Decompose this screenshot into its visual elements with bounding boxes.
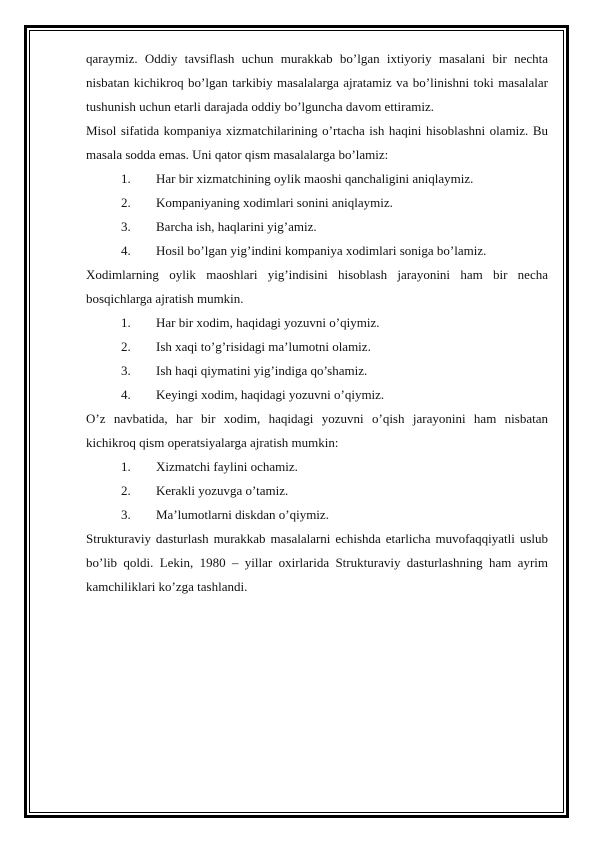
numbered-list-2 (86, 311, 548, 407)
list-item (86, 503, 548, 527)
list-number: 4. (121, 387, 131, 402)
list-number: 3. (121, 363, 131, 378)
list-text: Kompaniyaning xodimlari sonini aniqlaymiz. (156, 195, 393, 210)
list-text: Ish haqi qiymatini yig’indiga qo’shamiz. (156, 363, 368, 378)
list-text: Keyingi xodim, haqidagi yozuvni o’qiymiz. (156, 387, 385, 402)
list-number: 1. (121, 171, 131, 186)
numbered-list-3 (86, 455, 548, 527)
list-text: Har bir xizmatchining oylik maoshi qanchaligini aniqlaymiz. (156, 171, 474, 186)
paragraph-intro: qaraymiz. Oddiy tavsiflash uchun murakkab bo’lgan ixtiyoriy masalani bir nechta nisbatan kichikroq bo’lgan tarkibiy masalalarga ajratamiz va bo’linishni toki masalalar tushunish uchun etarli darajada oddiy bo’lguncha davom ettiramiz. (86, 51, 548, 114)
list-item (86, 191, 548, 215)
list-item (86, 383, 548, 407)
list-item (86, 335, 548, 359)
list-item (86, 455, 548, 479)
list-number: 2. (121, 483, 131, 498)
list-item (86, 215, 548, 239)
paragraph-example: Misol sifatida kompaniya xizmatchilarining o’rtacha ish haqini hisoblashni olamiz. Bu masala sodda emas. Uni qator qism masalalarga bo’lamiz: (86, 123, 548, 162)
list-text: Xizmatchi faylini ochamiz. (156, 459, 298, 474)
list-text: Har bir xodim, haqidagi yozuvni o’qiymiz. (156, 315, 380, 330)
list-item (86, 311, 548, 335)
list-text: Hosil bo’lgan yig’indini kompaniya xodimlari soniga bo’lamiz. (156, 243, 487, 258)
list-text: Barcha ish, haqlarini yig’amiz. (156, 219, 317, 234)
list-number: 2. (121, 195, 131, 210)
paragraph-record-reading: O’z navbatida, har bir xodim, haqidagi yozuvni o’qish jarayonini ham nisbatan kichikroq qism operatsiyalarga ajratish mumkin: (86, 411, 548, 450)
list-item (86, 479, 548, 503)
list-text: Ish xaqi to’g’risidagi ma’lumotni olamiz. (156, 339, 371, 354)
list-number: 3. (121, 507, 131, 522)
list-item (86, 359, 548, 383)
list-number: 3. (121, 219, 131, 234)
list-number: 1. (121, 459, 131, 474)
document-body (86, 47, 548, 599)
list-text: Ma’lumotlarni diskdan o’qiymiz. (156, 507, 329, 522)
paragraph-salary-steps: Xodimlarning oylik maoshlari yig’indisini hisoblash jarayonini ham bir necha bosqichlarga ajratish mumkin. (86, 267, 548, 306)
list-item (86, 167, 548, 191)
list-number: 2. (121, 339, 131, 354)
paragraph-conclusion: Strukturaviy dasturlash murakkab masalalarni echishda etarlicha muvofaqqiyatli uslub bo’lib qoldi. Lekin, 1980 – yillar oxirlarida Strukturaviy dasturlashning ham ayrim kamchiliklari ko’zga tashlandi. (86, 531, 548, 594)
numbered-list-1 (86, 167, 548, 263)
list-number: 4. (121, 243, 131, 258)
list-item (86, 239, 548, 263)
list-text: Kerakli yozuvga o’tamiz. (156, 483, 289, 498)
list-number: 1. (121, 315, 131, 330)
